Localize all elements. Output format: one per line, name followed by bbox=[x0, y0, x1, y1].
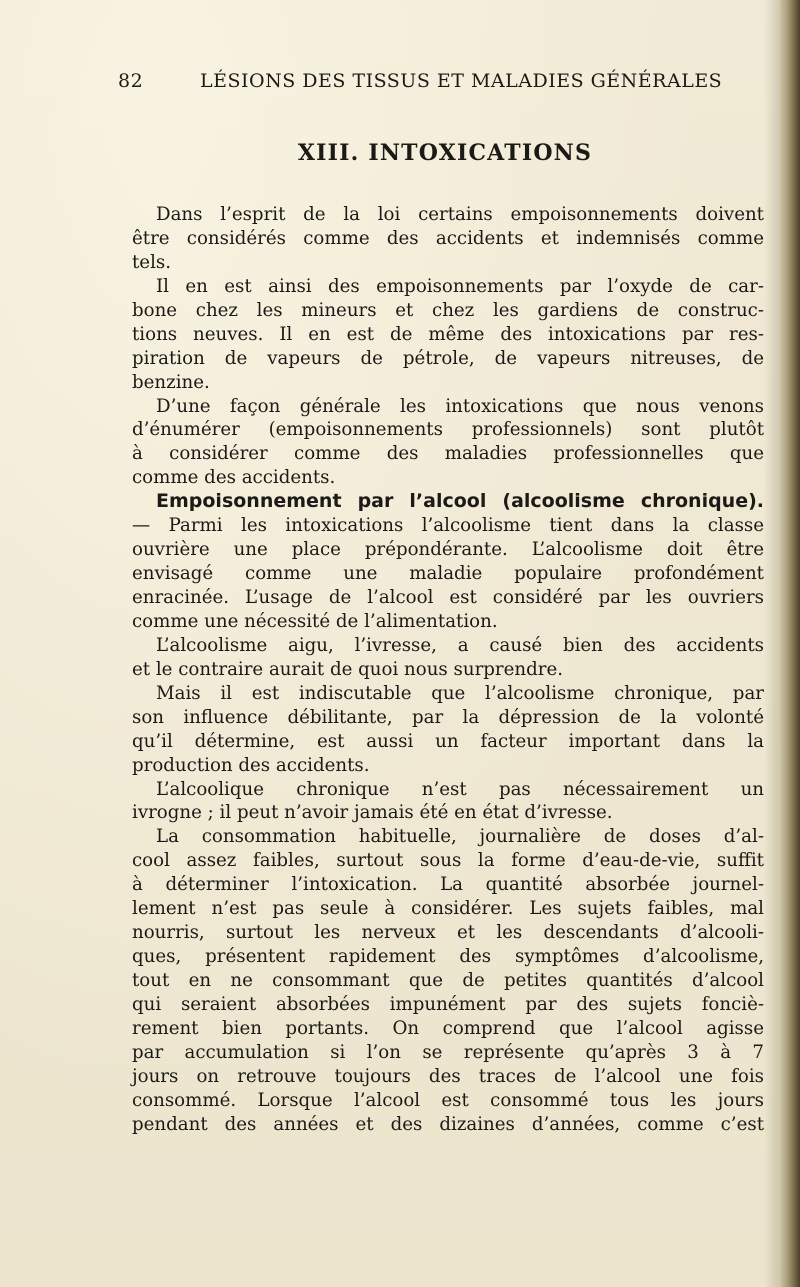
text-line: qu’il détermine, est aussi un facteur important dans la bbox=[132, 730, 764, 752]
text-line: par accumulation si l’on se représente qu’après 3 à 7 bbox=[132, 1041, 764, 1063]
text-line: ivrogne ; il peut n’avoir jamais été en état d’ivresse. bbox=[132, 802, 613, 824]
text-line: L’alcoolisme aigu, l’ivresse, a causé bien des accidents bbox=[156, 634, 764, 656]
text-line: comme une nécessité de l’alimentation. bbox=[132, 610, 498, 632]
text-line: Mais il est indiscutable que l’alcoolisme chronique, par bbox=[156, 682, 764, 704]
text-line: — Parmi les intoxications l’alcoolisme tient dans la classe bbox=[132, 515, 764, 537]
text-line: tels. bbox=[132, 251, 172, 273]
text-line: lement n’est pas seule à considérer. Les sujets faibles, mal bbox=[132, 898, 764, 920]
text-line: nourris, surtout les nerveux et les descendants d’alcooli- bbox=[132, 922, 764, 944]
text-line: tions neuves. Il en est de même des intoxications par res- bbox=[132, 323, 764, 345]
text-line: ques, présentent rapidement des symptômes d’alcoolisme, bbox=[132, 946, 764, 968]
text-line: La consommation habituelle, journalière de doses d’al- bbox=[156, 826, 764, 848]
text-line: enracinée. L’usage de l’alcool est considéré par les ouvriers bbox=[132, 587, 764, 608]
text-line: production des accidents. bbox=[132, 754, 370, 776]
text-line: tout en ne consommant que de petites quantités d’alcool bbox=[132, 970, 764, 991]
text-line: d’énumérer (empoisonnements professionnels) sont plutôt bbox=[132, 419, 764, 441]
text-line: à considérer comme des maladies professionnelles que bbox=[132, 443, 764, 465]
text-line: jours on retrouve toujours des traces de l’alcool une fois bbox=[132, 1065, 764, 1087]
text-line: à déterminer l’intoxication. La quantité absorbée journel- bbox=[132, 874, 764, 896]
text-line: benzine. bbox=[132, 371, 210, 393]
running-title: LÉSIONS DES TISSUS ET MALADIES GÉNÉRALES bbox=[200, 70, 723, 92]
chapter-title: XIII. INTOXICATIONS bbox=[297, 140, 593, 166]
spine-shadow bbox=[764, 0, 778, 1287]
body-text bbox=[132, 203, 764, 1137]
text-line: piration de vapeurs de pétrole, de vapeurs nitreuses, de bbox=[132, 347, 764, 369]
text-line: ouvrière une place prépondérante. L’alcoolisme doit être bbox=[132, 539, 764, 561]
text-line: consommé. Lorsque l’alcool est consommé tous les jours bbox=[132, 1089, 764, 1111]
text-line: bone chez les mineurs et chez les gardiens de construc- bbox=[132, 299, 764, 321]
text-line: son influence débilitante, par la dépression de la volonté bbox=[132, 706, 764, 728]
text-line: être considérés comme des accidents et indemnisés comme bbox=[132, 227, 764, 249]
text-line: et le contraire aurait de quoi nous surprendre. bbox=[132, 658, 563, 680]
text-line: cool assez faibles, surtout sous la forme d’eau-de-vie, suffit bbox=[132, 850, 764, 872]
text-line: Dans l’esprit de la loi certains empoisonnements doivent bbox=[156, 204, 764, 225]
text-line: rement bien portants. On comprend que l’alcool agisse bbox=[132, 1017, 764, 1039]
text-line: D’une façon générale les intoxications que nous venons bbox=[156, 395, 764, 417]
text-line: envisagé comme une maladie populaire profondément bbox=[132, 563, 764, 585]
text-line: comme des accidents. bbox=[132, 467, 336, 489]
text-line: pendant des années et des dizaines d’années, comme c’est bbox=[132, 1113, 764, 1135]
running-head bbox=[118, 70, 723, 98]
text-line: Il en est ainsi des empoisonnements par l’oxyde de car- bbox=[156, 275, 764, 297]
page-number: 82 bbox=[118, 70, 144, 92]
section-heading: Empoisonnement par l’alcool (alcoolisme chronique). bbox=[156, 490, 764, 513]
text-line: qui seraient absorbées impunément par des sujets fonciè- bbox=[132, 993, 764, 1015]
book-spine-edge bbox=[778, 0, 800, 1287]
text-line: L’alcoolique chronique n’est pas nécessairement un bbox=[156, 778, 764, 800]
